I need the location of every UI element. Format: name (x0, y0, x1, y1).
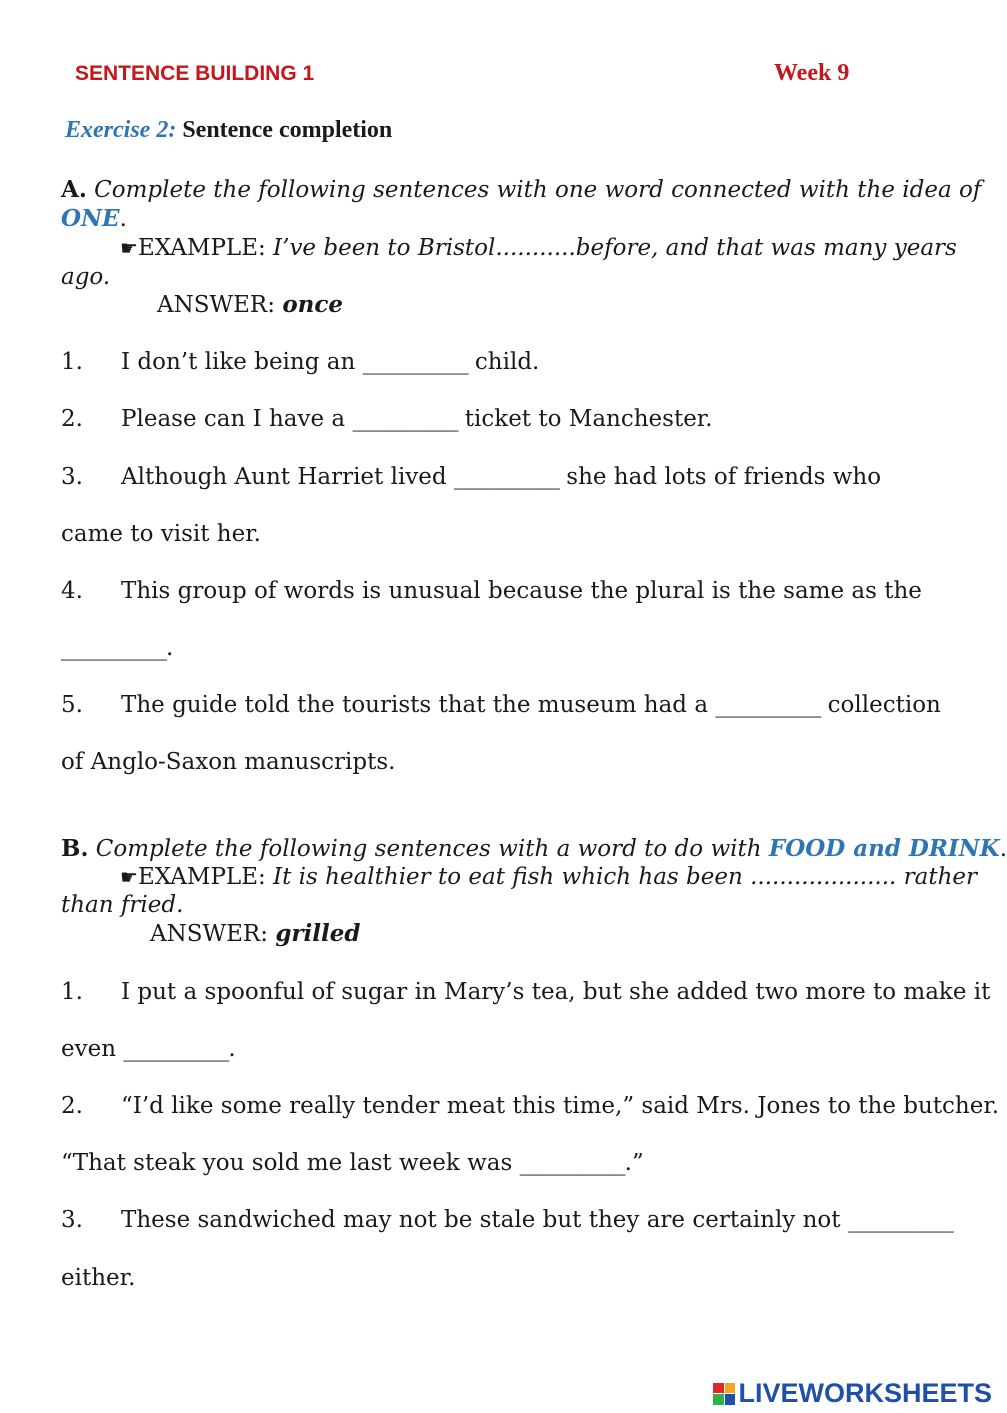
item-number: 5. (61, 692, 83, 718)
example-text: It is healthier to eat fish which has been .................... rather (273, 864, 977, 890)
item-text: This group of words is unusual because the plural is the same as the (121, 578, 922, 604)
section-a-instruction (61, 176, 981, 204)
list-item (61, 1206, 953, 1234)
example-text-cont: ago. (61, 264, 111, 290)
item-text: Please can I have a (121, 406, 346, 432)
answer-blank[interactable]: __________ (123, 1036, 229, 1062)
answer-blank[interactable]: __________ (847, 1207, 953, 1233)
section-b-instruction: B. Complete the following sentences with a word to do with FOOD and DRINK. (61, 835, 1007, 862)
answer-blank[interactable]: __________ (715, 692, 821, 718)
item-text-after: collection (827, 692, 941, 718)
item-text: even (61, 1036, 117, 1062)
item-text-after: . (228, 1036, 236, 1062)
item-text: These sandwiched may not be stale but they are certainly not (121, 1207, 841, 1233)
item-number: 2. (61, 1093, 83, 1119)
section-a-instruction-text: Complete the following sentences with one word connected with the idea of (94, 177, 982, 203)
item-number: 1. (61, 979, 83, 1005)
item-continuation: came to visit her. (61, 521, 261, 547)
answer-blank[interactable]: __________ (519, 1150, 625, 1176)
item-text: I put a spoonful of sugar in Mary’s tea, but she added two more to make it (121, 979, 991, 1005)
section-a-keyword: ONE (61, 205, 120, 232)
pointing-hand-icon: ☛ (120, 865, 138, 889)
item-text-after: child. (474, 349, 540, 375)
list-item (61, 691, 941, 719)
list-item (61, 405, 713, 433)
section-a-letter: A. (61, 176, 87, 203)
example-text: I’ve been to Bristol...........before, and that was many years (273, 235, 957, 261)
list-item (61, 1092, 999, 1120)
list-item (61, 348, 539, 376)
section-b-instruction-text: Complete the following sentences with a word to do with (95, 836, 762, 862)
pointing-hand-icon: ☛ (120, 236, 138, 260)
item-text: The guide told the tourists that the museum had a (121, 692, 709, 718)
item-text-after: .” (624, 1150, 644, 1176)
item-text: “That steak you sold me last week was (61, 1150, 513, 1176)
answer-value: grilled (275, 920, 361, 947)
answer-blank[interactable]: __________ (61, 635, 166, 661)
item-continuation (61, 1149, 644, 1177)
answer-label: ANSWER: (150, 921, 268, 947)
item-continuation (61, 1035, 236, 1063)
worksheet-title: SENTENCE BUILDING 1 (75, 62, 315, 85)
answer-blank[interactable]: __________ (453, 464, 559, 490)
answer-blank[interactable]: __________ (352, 406, 458, 432)
section-b-answer (150, 920, 360, 948)
item-text-after: she had lots of friends who (566, 464, 882, 490)
item-continuation (61, 634, 173, 662)
exercise-name: Sentence completion (182, 117, 393, 143)
answer-blank[interactable]: __________ (362, 349, 468, 375)
liveworksheets-logo (713, 1378, 992, 1409)
item-number: 1. (61, 349, 83, 375)
item-text: I don’t like being an (121, 349, 356, 375)
list-item (61, 463, 881, 491)
section-b-letter: B. (61, 835, 89, 862)
item-number: 3. (61, 464, 83, 490)
item-number: 4. (61, 578, 83, 604)
list-item (61, 978, 990, 1006)
item-text-after: . (166, 635, 174, 661)
item-continuation: either. (61, 1265, 136, 1291)
week-label: Week 9 (774, 60, 850, 86)
example-label: EXAMPLE: (137, 235, 266, 261)
list-item (61, 577, 922, 605)
item-number: 3. (61, 1207, 83, 1233)
answer-value: once (282, 291, 344, 318)
item-number: 2. (61, 406, 83, 432)
liveworksheets-logo-icon (713, 1383, 735, 1405)
section-b-example (120, 863, 977, 891)
section-b-keyword: FOOD and DRINK (768, 835, 1000, 862)
section-a-answer (157, 291, 343, 319)
exercise-label: Exercise 2: (65, 117, 177, 143)
item-text-after: ticket to Manchester. (464, 406, 713, 432)
item-text: Although Aunt Harriet lived (121, 464, 447, 490)
exercise-title (65, 117, 392, 144)
example-label: EXAMPLE: (137, 864, 266, 890)
section-a-example (120, 234, 957, 262)
section-a-keyword-line: ONE. (61, 205, 127, 232)
answer-label: ANSWER: (157, 292, 275, 318)
item-text: “I’d like some really tender meat this time,” said Mrs. Jones to the butcher. (121, 1093, 1000, 1119)
logo-text: LIVEWORKSHEETS (738, 1378, 992, 1408)
item-continuation: of Anglo-Saxon manuscripts. (61, 749, 396, 775)
example-text-cont: than fried. (61, 892, 184, 918)
